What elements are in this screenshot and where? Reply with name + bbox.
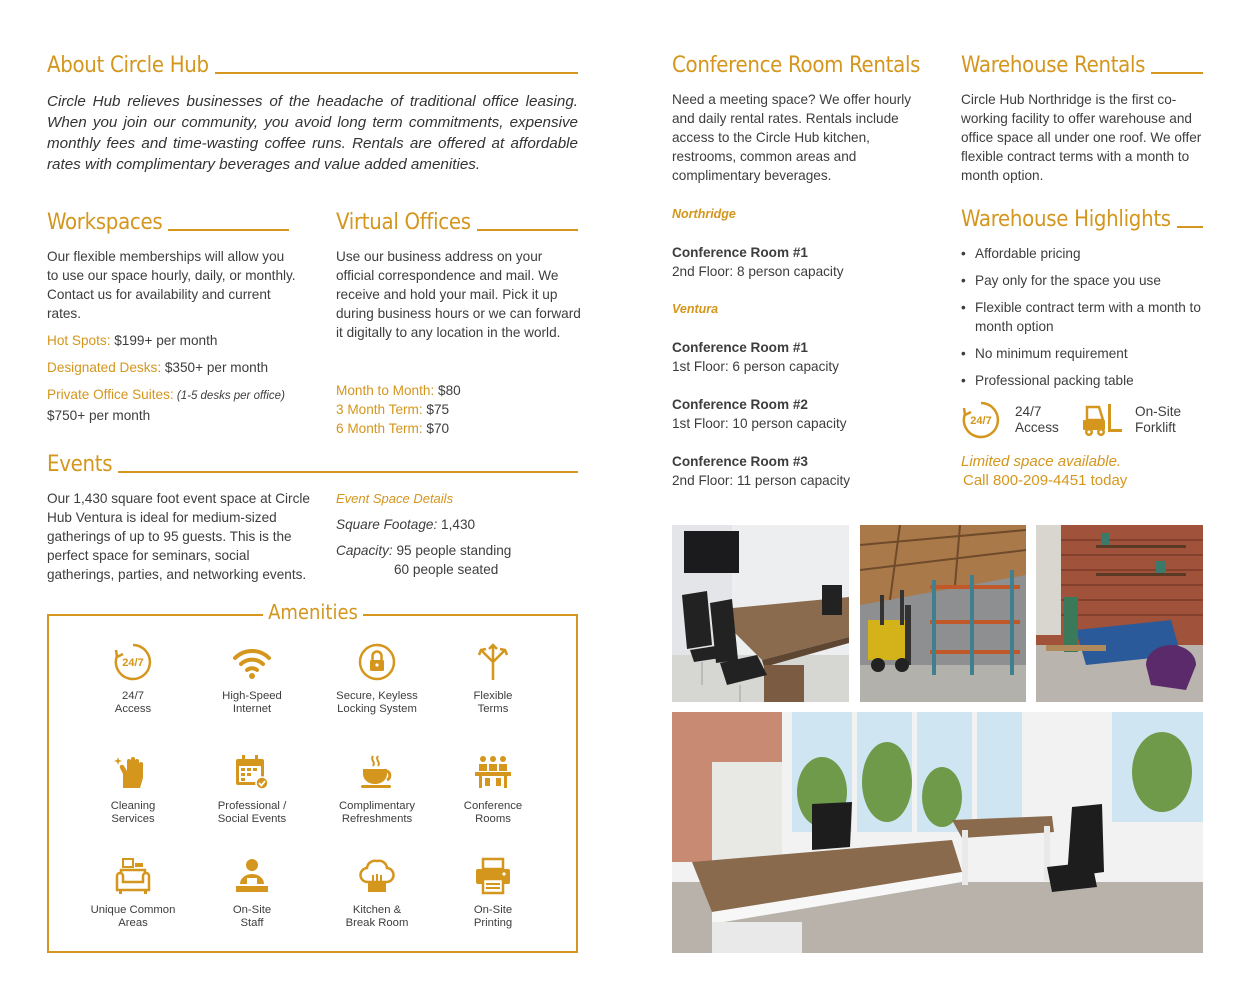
access-label: 24/7 Access [1015, 404, 1059, 435]
v-room3-detail: 2nd Floor: 11 person capacity [672, 473, 851, 488]
conference-title: Conference Room Rentals [672, 53, 921, 78]
warehouse-photo [860, 525, 1026, 702]
clock-247-icon [961, 400, 1001, 440]
virtual-pricing [336, 381, 576, 438]
clock-247-icon [113, 642, 153, 682]
forklift-label: On-Site Forklift [1135, 404, 1182, 435]
location-northridge: Northridge [672, 207, 736, 221]
calendar-icon [232, 752, 272, 792]
price-3-month: 3 Month Term: $75 [336, 402, 450, 417]
price-hot-spots: Hot Spots: $199+ per month [47, 333, 218, 348]
conference-body: Need a meeting space? We offer hourly and daily rental rates. Rentals include access to the Circle Hub kitchen, restrooms, common areas and complimentary beverages. [672, 92, 912, 183]
cleaning-glove-icon [113, 752, 153, 792]
list-item: • Affordable pricing [961, 244, 1206, 263]
coffee-cup-icon [357, 752, 397, 792]
event-capacity: Capacity: 95 people standing [336, 543, 512, 558]
v-room2-name: Conference Room #2 [672, 397, 808, 412]
warehouse-highlights-title: Warehouse Highlights [961, 207, 1171, 232]
amenity-events: Professional / Social Events [192, 752, 312, 826]
amenity-locking: Secure, Keyless Locking System [317, 642, 437, 716]
event-sqft: Square Footage: 1,430 [336, 517, 476, 532]
svg-text:24/7: 24/7 [122, 657, 144, 669]
n-room1-name: Conference Room #1 [672, 245, 808, 260]
amenity-24-7-access: 24/7 24/7 Access [73, 642, 193, 716]
workspaces-title: Workspaces [47, 210, 163, 235]
forklift-icon [1081, 402, 1123, 438]
limited-space-text: Limited space available. [961, 453, 1122, 470]
office-photo [672, 712, 1203, 953]
event-details [336, 489, 576, 579]
conference-table-icon [473, 752, 513, 792]
event-capacity-seated: 60 people seated [394, 562, 499, 577]
price-month-to-month: Month to Month: $80 [336, 383, 461, 398]
price-designated-desks: Designated Desks: $350+ per month [47, 360, 269, 375]
warehouse-access-feature [961, 399, 1071, 441]
wifi-icon [232, 642, 272, 682]
amenity-common-areas: Unique Common Areas [73, 856, 193, 930]
v-room3-name: Conference Room #3 [672, 454, 808, 469]
about-heading [47, 50, 578, 78]
couch-icon [113, 856, 153, 896]
warehouse-forklift-feature [1081, 399, 1203, 441]
price-6-month: 6 Month Term: $70 [336, 421, 450, 436]
list-item: • No minimum requirement [961, 344, 1206, 363]
events-title: Events [47, 452, 113, 477]
warehouse-title: Warehouse Rentals [961, 53, 1146, 78]
list-item: • Flexible contract term with a month to month option [961, 298, 1206, 336]
receptionist-icon [232, 856, 272, 896]
price-private-suites-value: $750+ per month [47, 408, 151, 423]
lock-icon [357, 642, 397, 682]
call-to-action: Call 800-209-4451 today [963, 472, 1128, 489]
workspaces-heading [47, 207, 289, 235]
svg-text:24/7: 24/7 [970, 415, 992, 427]
amenity-flexible-terms: Flexible Terms [433, 642, 553, 716]
virtual-heading [336, 207, 578, 235]
list-item: • Pay only for the space you use [961, 271, 1206, 290]
chef-hat-icon [357, 856, 397, 896]
amenities-title: Amenities [263, 600, 363, 624]
location-ventura: Ventura [672, 302, 719, 316]
amenity-kitchen: Kitchen & Break Room [317, 856, 437, 930]
split-arrows-icon [473, 642, 513, 682]
about-body: Circle Hub relieves businesses of the headache of traditional office leasing. When you join our community, you avoid long term commitments, expensive monthly fees and time-wasting coffee runs. Rentals are offered at affordable rates with complimentary beverages and value added amenities. [47, 93, 578, 173]
lounge-photo [1036, 525, 1203, 702]
warehouse-highlights-list [961, 244, 1206, 398]
about-title: About Circle Hub [47, 53, 209, 78]
amenity-staff: On-Site Staff [192, 856, 312, 930]
conference-heading [672, 50, 921, 78]
conference-locations [672, 205, 917, 490]
v-room2-detail: 1st Floor: 10 person capacity [672, 416, 847, 431]
amenity-printing: On-Site Printing [433, 856, 553, 930]
n-room1-detail: 2nd Floor: 8 person capacity [672, 264, 844, 279]
amenity-cleaning: Cleaning Services [73, 752, 193, 826]
conference-room-photo [672, 525, 849, 702]
v-room1-name: Conference Room #1 [672, 340, 808, 355]
workspaces-body: Our flexible memberships will allow you to use our space hourly, daily, or monthly. Contact us for availability and current rates. [47, 249, 296, 321]
amenity-internet: High-Speed Internet [192, 642, 312, 716]
warehouse-body: Circle Hub Northridge is the first co-working facility to offer warehouse and office space all under one roof. We offer flexible contract terms with a month to month option. [961, 92, 1202, 183]
events-heading [47, 449, 578, 477]
workspaces-pricing [47, 331, 307, 425]
amenity-conference-rooms: Conference Rooms [433, 752, 553, 826]
printer-icon [473, 856, 513, 896]
warehouse-heading [961, 50, 1203, 78]
event-details-title: Event Space Details [336, 491, 454, 506]
warehouse-highlights-heading [961, 204, 1203, 232]
list-item: • Professional packing table [961, 371, 1206, 390]
events-body: Our 1,430 square foot event space at Circle Hub Ventura is ideal for medium-sized gatherings of up to 95 guests. This is the perfect space for seminars, social gatherings, parties, and networking events. [47, 491, 310, 582]
virtual-title: Virtual Offices [336, 210, 471, 235]
amenity-refreshments: Complimentary Refreshments [317, 752, 437, 826]
v-room1-detail: 1st Floor: 6 person capacity [672, 359, 839, 374]
price-private-suites: Private Office Suites: (1-5 desks per office) [47, 387, 285, 402]
virtual-body: Use our business address on your official correspondence and mail. We receive and hold your mail. Pick it up during business hours or we can forward it digitally to any location in the world. [336, 249, 581, 340]
